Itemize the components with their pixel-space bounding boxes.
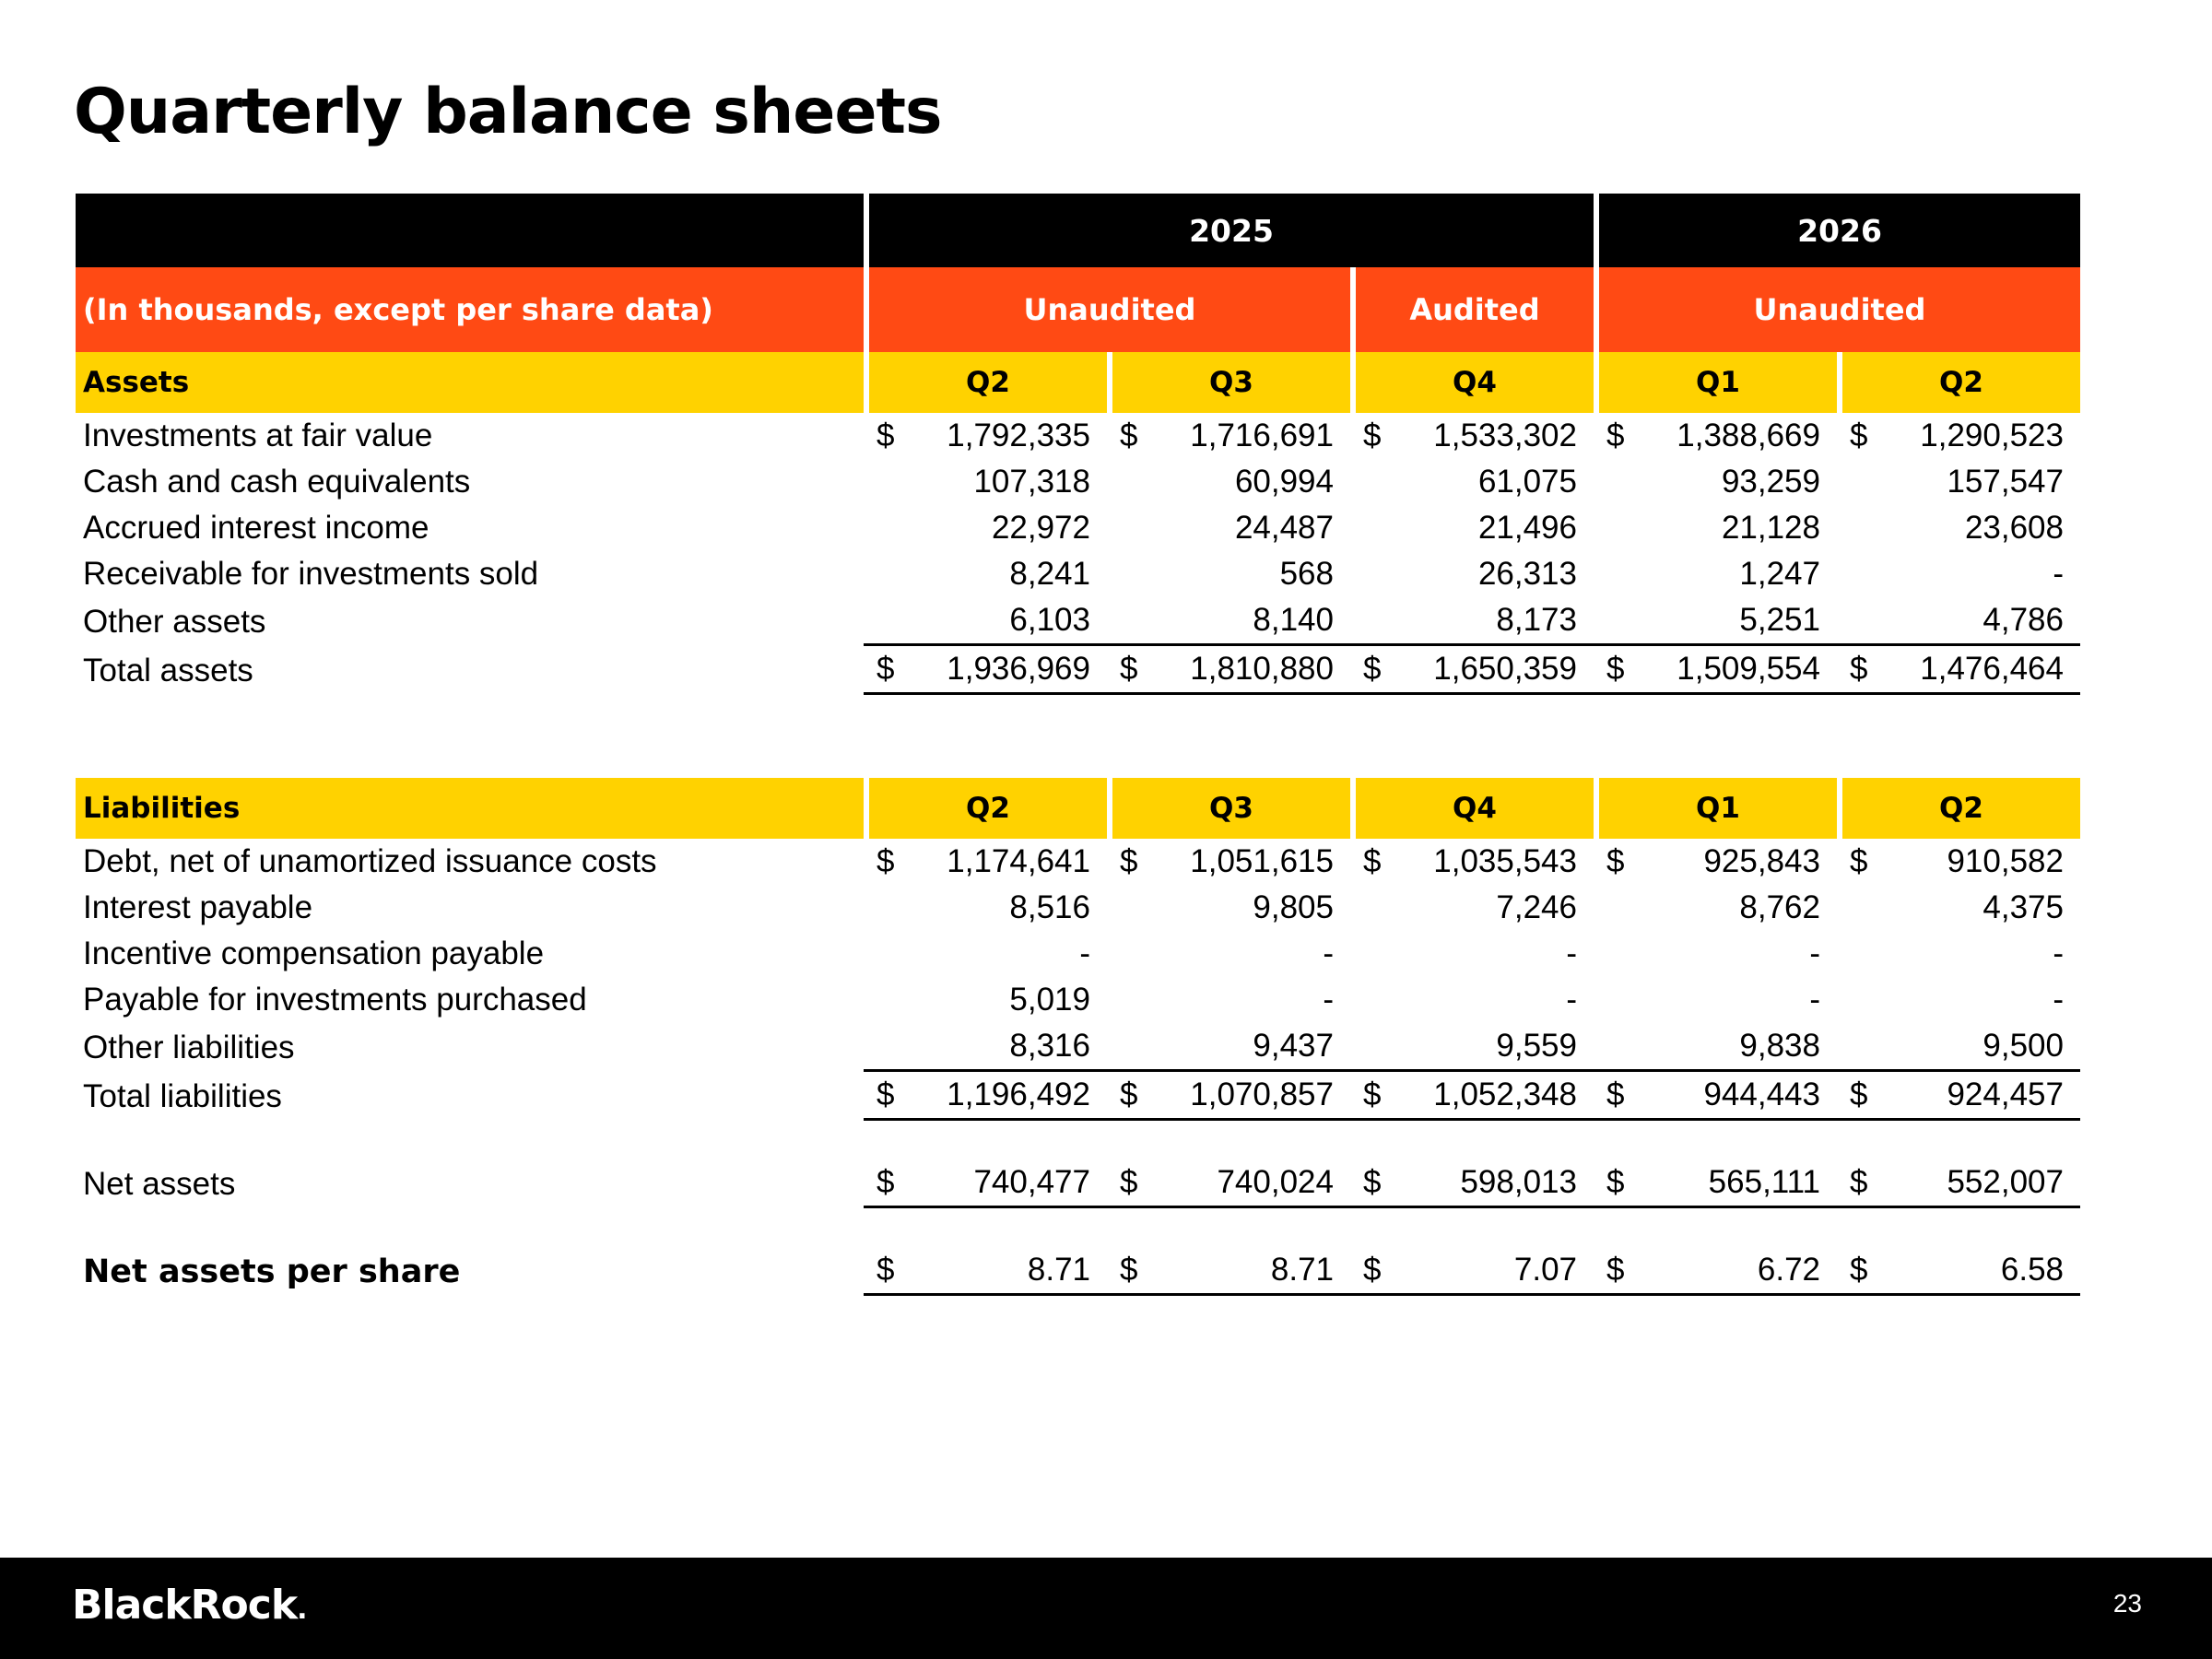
cell-value: 6.72 [1640,1247,1837,1296]
row-label: Interest payable [83,889,313,925]
cell-value: 1,650,359 [1396,646,1594,695]
cell-value: - [2053,556,2064,592]
cell-value: 9,500 [1883,1023,2080,1072]
cell-value: 4,375 [1983,889,2064,925]
quarter-header: Q2 [1837,352,2080,413]
table-row [76,551,2080,597]
cell-value: - [1079,935,1090,971]
cell-value: 1,476,464 [1883,646,2080,695]
cell-value: 1,792,335 [947,418,1090,453]
cell-value: 1,035,543 [1433,843,1577,879]
row-label: Accrued interest income [83,510,429,546]
quarter-header: Q3 [1107,352,1350,413]
cell-value: - [1323,935,1334,971]
currency-symbol: $ [864,1247,910,1296]
net-assets-row [76,1159,2080,1208]
cell-value: 910,582 [1947,843,2064,879]
units-label: (In thousands, except per share data) [76,267,864,352]
cell-value: 8.71 [1153,1247,1350,1296]
cell-value: 1,388,669 [1677,418,1820,453]
year-2025: 2025 [864,194,1594,267]
quarter-header: Q4 [1350,778,1594,839]
currency-symbol: $ [1350,1247,1396,1296]
cell-value: 1,533,302 [1433,418,1577,453]
cell-value: 21,128 [1721,510,1820,546]
year-2026: 2026 [1594,194,2080,267]
currency-symbol: $ [1594,646,1640,695]
cell-value: - [2053,935,2064,971]
row-label: Total assets [83,652,253,688]
currency-symbol: $ [1120,843,1138,879]
cell-value: 944,443 [1640,1072,1837,1121]
cell-value: 22,972 [991,510,1090,546]
currency-symbol: $ [1350,1159,1396,1208]
cell-value: 1,509,554 [1640,646,1837,695]
currency-symbol: $ [1837,1247,1883,1296]
cell-value: 1,247 [1739,556,1820,592]
currency-symbol: $ [1107,1072,1153,1121]
row-label: Debt, net of unamortized issuance costs [83,843,657,879]
currency-symbol: $ [1606,418,1625,453]
cell-value: 61,075 [1477,464,1577,500]
currency-symbol: $ [877,418,895,453]
currency-symbol: $ [1837,1159,1883,1208]
row-label: Net assets per share [83,1253,461,1290]
quarter-header: Q2 [1837,778,2080,839]
total-assets-row [76,646,2080,695]
cell-value: 26,313 [1477,556,1577,592]
cell-value: 60,994 [1234,464,1334,500]
cell-value: 8,140 [1153,597,1350,646]
cell-value: 9,559 [1396,1023,1594,1072]
cell-value: 157,547 [1947,464,2064,500]
currency-symbol: $ [1850,843,1868,879]
currency-symbol: $ [864,646,910,695]
currency-symbol: $ [1107,1159,1153,1208]
cell-value: 565,111 [1640,1159,1837,1208]
currency-symbol: $ [1594,1072,1640,1121]
currency-symbol: $ [1120,418,1138,453]
cell-value: 7.07 [1396,1247,1594,1296]
cell-value: 1,174,641 [947,843,1090,879]
status-audited-2025: Audited [1350,267,1594,352]
cell-value: 7,246 [1496,889,1577,925]
footer-bar [0,1558,2212,1659]
year-header-blank [76,194,864,267]
brand-wordmark: BlackRock [72,1582,298,1629]
year-header-row [76,194,2080,267]
cell-value: 8,762 [1739,889,1820,925]
assets-header-row [76,352,2080,413]
cell-value: 8,516 [1009,889,1090,925]
cell-value: - [2053,982,2064,1018]
cell-value: 1,810,880 [1153,646,1350,695]
quarter-header: Q2 [864,778,1107,839]
cell-value: 1,716,691 [1190,418,1334,453]
cell-value: 1,290,523 [1920,418,2064,453]
cell-value: 8,241 [1009,556,1090,592]
cell-value: 9,805 [1253,889,1334,925]
currency-symbol: $ [1107,646,1153,695]
cell-value: 5,019 [1009,982,1090,1018]
cell-value: - [1809,982,1820,1018]
cell-value: 93,259 [1721,464,1820,500]
total-liabilities-row [76,1072,2080,1121]
cell-value: 23,608 [1964,510,2064,546]
cell-value: 740,477 [910,1159,1107,1208]
cell-value: 925,843 [1703,843,1820,879]
quarter-header: Q1 [1594,778,1837,839]
cell-value: 9,437 [1153,1023,1350,1072]
currency-symbol: $ [1350,646,1396,695]
table-row [76,1023,2080,1072]
cell-value: 6,103 [910,597,1107,646]
cell-value: 1,052,348 [1396,1072,1594,1121]
table-row [76,413,2080,459]
row-label: Other liabilities [83,1029,295,1065]
currency-symbol: $ [1350,1072,1396,1121]
cell-value: 1,196,492 [910,1072,1107,1121]
cell-value: - [1566,982,1577,1018]
cell-value: - [1809,935,1820,971]
cell-value: 5,251 [1640,597,1837,646]
currency-symbol: $ [1606,843,1625,879]
table-row [76,505,2080,551]
row-label: Incentive compensation payable [83,935,545,971]
row-label: Total liabilities [83,1077,282,1114]
table-row [76,839,2080,885]
currency-symbol: $ [1363,418,1382,453]
page-title: Quarterly balance sheets [74,76,942,148]
currency-symbol: $ [877,843,895,879]
table-row [76,459,2080,505]
row-label: Payable for investments purchased [83,982,587,1018]
currency-symbol: $ [864,1159,910,1208]
audit-status-row [76,267,2080,352]
liabilities-header-row [76,778,2080,839]
table-row [76,977,2080,1023]
liabilities-section-label: Liabilities [76,778,864,839]
currency-symbol: $ [864,1072,910,1121]
table-row [76,597,2080,646]
assets-section-label: Assets [76,352,864,413]
row-label: Receivable for investments sold [83,556,539,592]
cell-value: 4,786 [1883,597,2080,646]
cell-value: 8,316 [910,1023,1107,1072]
currency-symbol: $ [1363,843,1382,879]
cell-value: 24,487 [1234,510,1334,546]
status-unaudited-2025: Unaudited [864,267,1350,352]
table-row [76,931,2080,977]
row-label: Investments at fair value [83,418,433,453]
page-number: 23 [2112,1589,2142,1618]
cell-value: 1,051,615 [1190,843,1334,879]
currency-symbol: $ [1837,646,1883,695]
table-row [76,885,2080,931]
cell-value: 740,024 [1153,1159,1350,1208]
brand-dot: . [297,1594,307,1626]
quarter-header: Q1 [1594,352,1837,413]
cell-value: - [1566,935,1577,971]
currency-symbol: $ [1837,1072,1883,1121]
row-label: Net assets [83,1165,236,1202]
quarter-header: Q3 [1107,778,1350,839]
cell-value: 598,013 [1396,1159,1594,1208]
status-unaudited-2026: Unaudited [1594,267,2080,352]
quarter-header: Q4 [1350,352,1594,413]
cell-value: 1,936,969 [910,646,1107,695]
currency-symbol: $ [1850,418,1868,453]
row-label: Other assets [83,603,266,640]
cell-value: 568 [1279,556,1334,592]
cell-value: 8,173 [1396,597,1594,646]
nav-per-share-row [76,1247,2080,1296]
cell-value: 9,838 [1640,1023,1837,1072]
cell-value: 1,070,857 [1153,1072,1350,1121]
currency-symbol: $ [1594,1159,1640,1208]
quarter-header: Q2 [864,352,1107,413]
cell-value: - [1323,982,1334,1018]
cell-value: 21,496 [1477,510,1577,546]
cell-value: 107,318 [973,464,1090,500]
row-label: Cash and cash equivalents [83,464,471,500]
currency-symbol: $ [1594,1247,1640,1296]
cell-value: 6.58 [1883,1247,2080,1296]
brand-logo [72,1582,307,1629]
balance-sheet-table [76,194,2080,1296]
currency-symbol: $ [1107,1247,1153,1296]
cell-value: 924,457 [1883,1072,2080,1121]
cell-value: 552,007 [1883,1159,2080,1208]
cell-value: 8.71 [910,1247,1107,1296]
